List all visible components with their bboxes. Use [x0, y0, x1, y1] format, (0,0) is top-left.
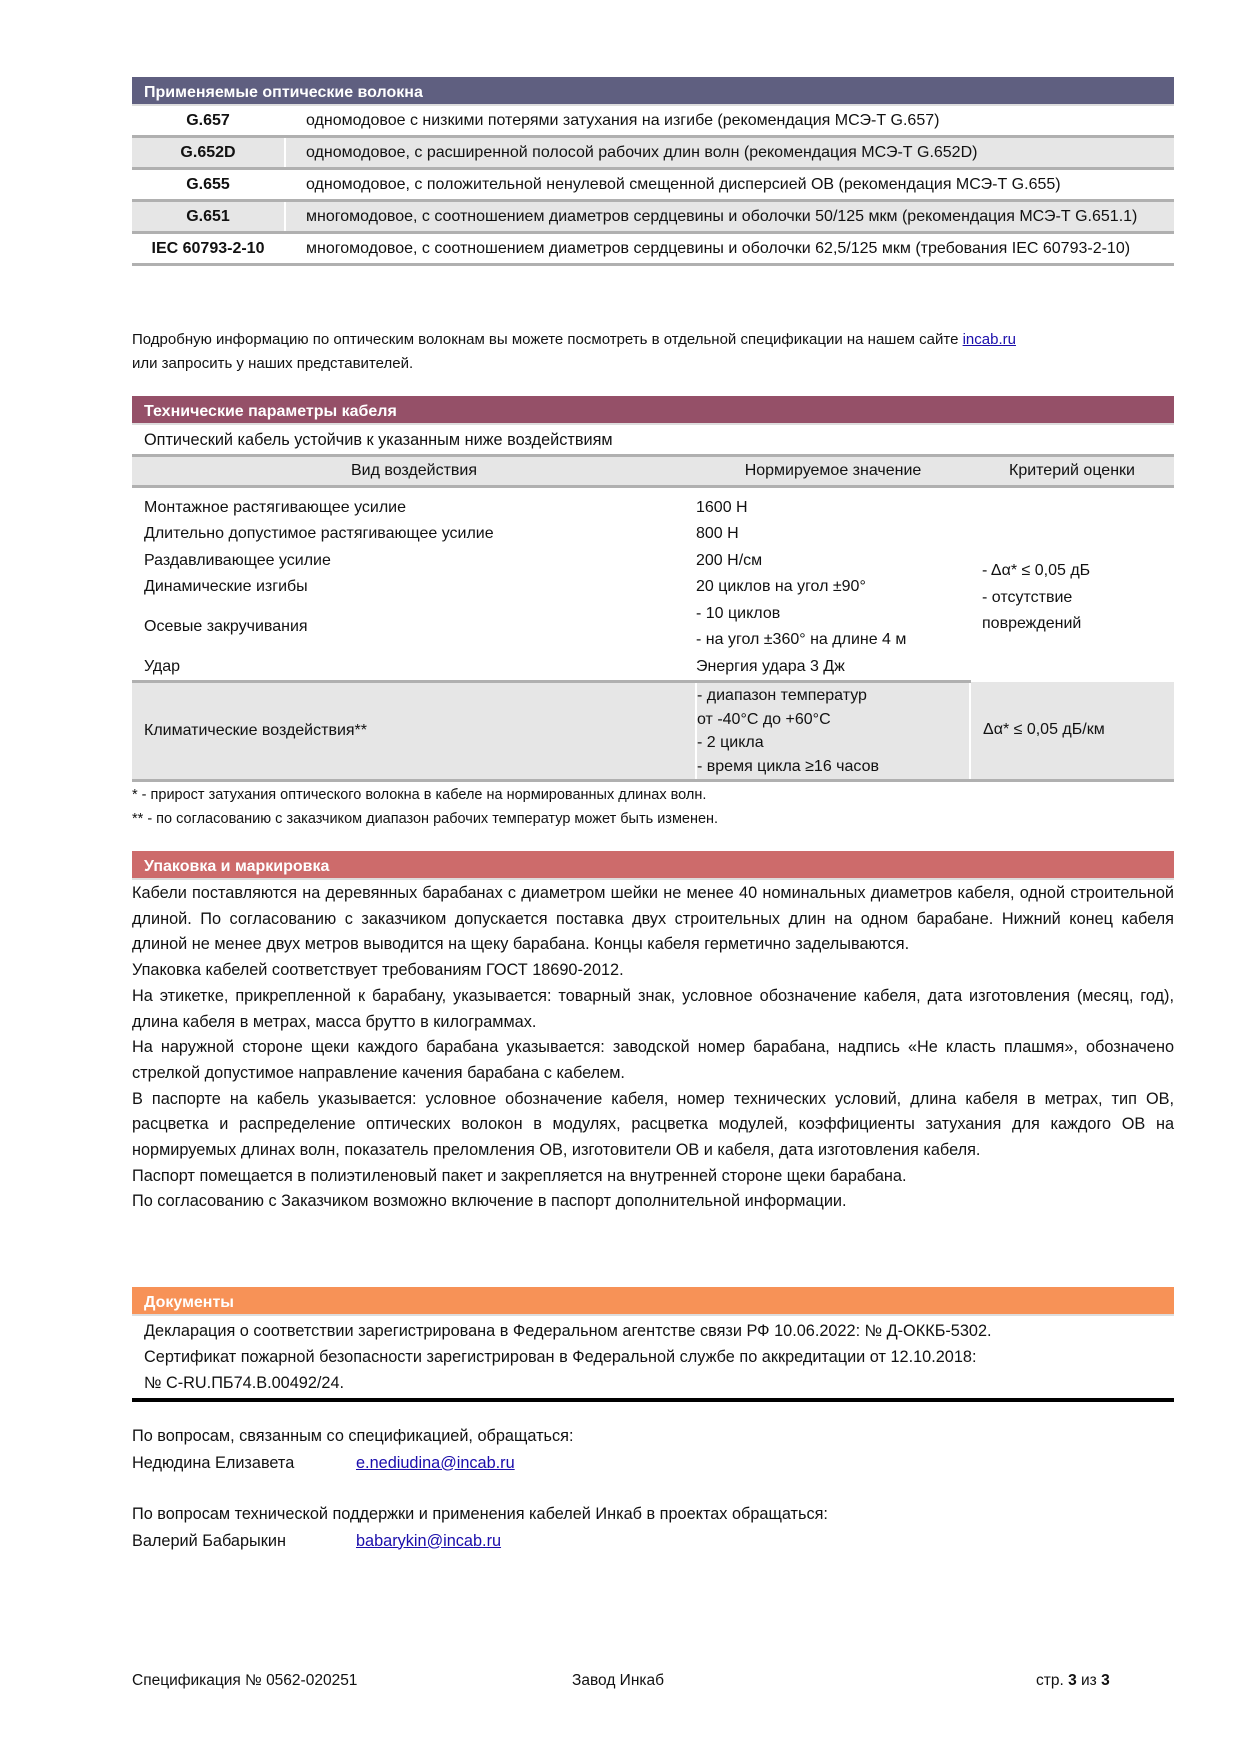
- note-text: или запросить у наших представителей.: [132, 355, 414, 372]
- fibers-table: [132, 106, 1174, 266]
- impact-value: 20 циклов на угол ±90°: [696, 578, 866, 595]
- table-row: [132, 201, 1174, 233]
- table-row: [132, 495, 1174, 522]
- table-row: [132, 233, 1174, 265]
- impact-name: Осевые закручивания: [144, 617, 308, 635]
- fiber-desc: одномодовое, с положительной ненулевой смещенной дисперсией ОВ (рекомендация МСЭ-Т G.655): [285, 169, 1174, 201]
- paragraph: В паспорте на кабель указывается: условное обозначение кабеля, номер технических условий, длина кабеля в метрах, тип ОВ, расцветка и распределение оптических волокон в модулях, расцветка модулей, коэффициенты затухания для каждого ОВ на нормируемых длинах волн, показатель преломления ОВ, изготовители ОВ и кабеля, дата изготовления кабеля.: [132, 1089, 1174, 1160]
- impact-name: Монтажное растягивающее усилие: [144, 498, 407, 516]
- contact-name: Валерий Бабарыкин: [132, 1531, 286, 1550]
- document-line: Сертификат пожарной безопасности зарегистрирован в Федеральной службе по аккредитации от 12.10.2018:: [144, 1348, 977, 1366]
- fiber-desc: многомодовое, с соотношением диаметров сердцевины и оболочки 50/125 мкм (рекомендация МСЭ-Т G.651.1): [285, 201, 1174, 233]
- column-header: Вид воздействия: [132, 456, 696, 487]
- contact-email-link[interactable]: babarykin@incab.ru: [356, 1531, 502, 1550]
- packaging-text: [132, 881, 1174, 1215]
- fiber-desc: многомодовое, с соотношением диаметров сердцевины и оболочки 62,5/125 мкм (требования IEC 60793-2-10): [285, 233, 1174, 265]
- criteria-cell: [970, 495, 1174, 682]
- fiber-desc: одномодовое с низкими потерями затухания на изгибе (рекомендация МСЭ-Т G.657): [285, 106, 1174, 137]
- column-header: Нормируемое значение: [696, 456, 970, 487]
- tech-table: [132, 454, 1174, 782]
- fibers-note: [132, 328, 1182, 376]
- contact-heading: По вопросам, связанным со спецификацией, обращаться:: [132, 1427, 574, 1445]
- document-line: № C-RU.ПБ74.В.00492/24.: [144, 1374, 345, 1392]
- table-header-row: [132, 456, 1174, 487]
- criterion: - Δα* ≤ 0,05 дБ: [982, 562, 1091, 580]
- paragraph: Упаковка кабелей соответствует требованиям ГОСТ 18690-2012.: [132, 961, 624, 980]
- fiber-code: G.651: [132, 201, 285, 233]
- value-line: - 2 цикла: [697, 734, 764, 751]
- paragraph: По согласованию с Заказчиком возможно включение в паспорт дополнительной информации.: [132, 1192, 847, 1211]
- note-text: Подробную информацию по оптическим волокнам вы можете посмотреть в отдельной спецификации на нашем сайте: [132, 331, 963, 348]
- impact-value: [696, 601, 970, 654]
- paragraph: На этикетке, прикрепленной к барабану, указывается: товарный знак, условное обозначение кабеля, дата изготовления (месяц, год), длина кабеля в метрах, масса брутто в килограммах.: [132, 986, 1174, 1031]
- fiber-desc: одномодовое, с расширенной полосой рабочих длин волн (рекомендация МСЭ-Т G.652D): [285, 137, 1174, 169]
- table-row: [132, 137, 1174, 169]
- page-number: 3: [1068, 1672, 1077, 1689]
- impact-name: Климатические воздействия**: [132, 682, 696, 781]
- impact-value: [696, 682, 970, 781]
- fiber-code: G.655: [132, 169, 285, 201]
- paragraph: На наружной стороне щеки каждого барабана указывается: заводской номер барабана, надпись «Не класть плашмя», обозначено стрелкой допустимое направление качения барабана с кабелем.: [132, 1038, 1174, 1082]
- impact-value: 1600 Н: [696, 498, 748, 516]
- documents-text: [144, 1318, 1174, 1396]
- column-header: Критерий оценки: [970, 456, 1174, 487]
- incab-link[interactable]: incab.ru: [962, 331, 1016, 348]
- impact-name: Удар: [144, 657, 181, 675]
- footnotes: [132, 783, 1182, 831]
- impact-name: Динамические изгибы: [144, 578, 308, 596]
- footer-spec: Спецификация № 0562-020251: [132, 1672, 358, 1689]
- criterion: - отсутствие: [982, 588, 1073, 606]
- contact-block: [132, 1501, 828, 1554]
- packaging-section-header: Упаковка и маркировка: [132, 851, 1174, 880]
- table-row: [132, 169, 1174, 201]
- contact-heading: По вопросам технической поддержки и применения кабелей Инкаб в проектах обращаться:: [132, 1505, 828, 1523]
- tech-section-header: Технические параметры кабеля: [132, 396, 1174, 425]
- fiber-code: IEC 60793-2-10: [132, 233, 285, 265]
- fiber-code: G.657: [132, 106, 285, 137]
- footnote: ** - по согласованию с заказчиком диапазон рабочих температур может быть изменен.: [132, 811, 719, 827]
- impact-name: Длительно допустимое растягивающее усилие: [144, 525, 494, 542]
- value-line: - 10 циклов: [696, 604, 781, 622]
- impact-name: Раздавливающее усилие: [144, 551, 331, 569]
- footnote: * - прирост затухания оптического волокна в кабеле на нормированных длинах волн.: [132, 787, 707, 803]
- contact-name: Недюдина Елизавета: [132, 1453, 295, 1472]
- contact-email-link[interactable]: e.nediudina@incab.ru: [356, 1453, 515, 1472]
- fibers-section-header: Применяемые оптические волокна: [132, 77, 1174, 106]
- value-line: - время цикла ≥16 часов: [697, 757, 879, 775]
- divider: [132, 1398, 1174, 1402]
- paragraph: Кабели поставляются на деревянных барабанах с диаметром шейки не менее 40 номинальных диаметров кабеля, одной строительной длиной. По согласованию с заказчиком допускается поставка двух строительных длин на одном барабане. Нижний конец кабеля длиной не менее двух метров выводится на щеку барабана. Концы кабеля герметично заделываются.: [132, 884, 1174, 954]
- documents-section-header: Документы: [132, 1287, 1174, 1316]
- impact-value: 800 Н: [696, 525, 739, 542]
- criterion: Δα* ≤ 0,05 дБ/км: [970, 682, 1174, 781]
- value-line: от -40°С до +60°С: [697, 710, 831, 728]
- impact-value: 200 Н/см: [696, 551, 763, 569]
- footer-page: [1036, 1672, 1110, 1690]
- fiber-code: G.652D: [132, 137, 285, 169]
- value-line: - диапазон температур: [697, 687, 867, 704]
- footer-company: Завод Инкаб: [572, 1672, 664, 1689]
- paragraph: Паспорт помещается в полиэтиленовый пакет и закрепляется на внутренней стороне щеки барабана.: [132, 1166, 907, 1185]
- contact-block: [132, 1423, 574, 1476]
- table-row: [132, 106, 1174, 137]
- document-line: Декларация о соответствии зарегистрирована в Федеральном агентстве связи РФ 10.06.2022: № Д-ОККБ-5302.: [144, 1322, 992, 1340]
- page-sep: из: [1076, 1672, 1102, 1689]
- page-total: 3: [1101, 1672, 1110, 1689]
- tech-intro: Оптический кабель устойчив к указанным ниже воздействиям: [144, 431, 613, 449]
- value-line: - на угол ±360° на длине 4 м: [696, 631, 907, 648]
- criterion: повреждений: [982, 615, 1082, 633]
- table-row-climate: [132, 682, 1174, 781]
- impact-value: Энергия удара 3 Дж: [696, 657, 845, 675]
- page-prefix: стр.: [1036, 1672, 1069, 1689]
